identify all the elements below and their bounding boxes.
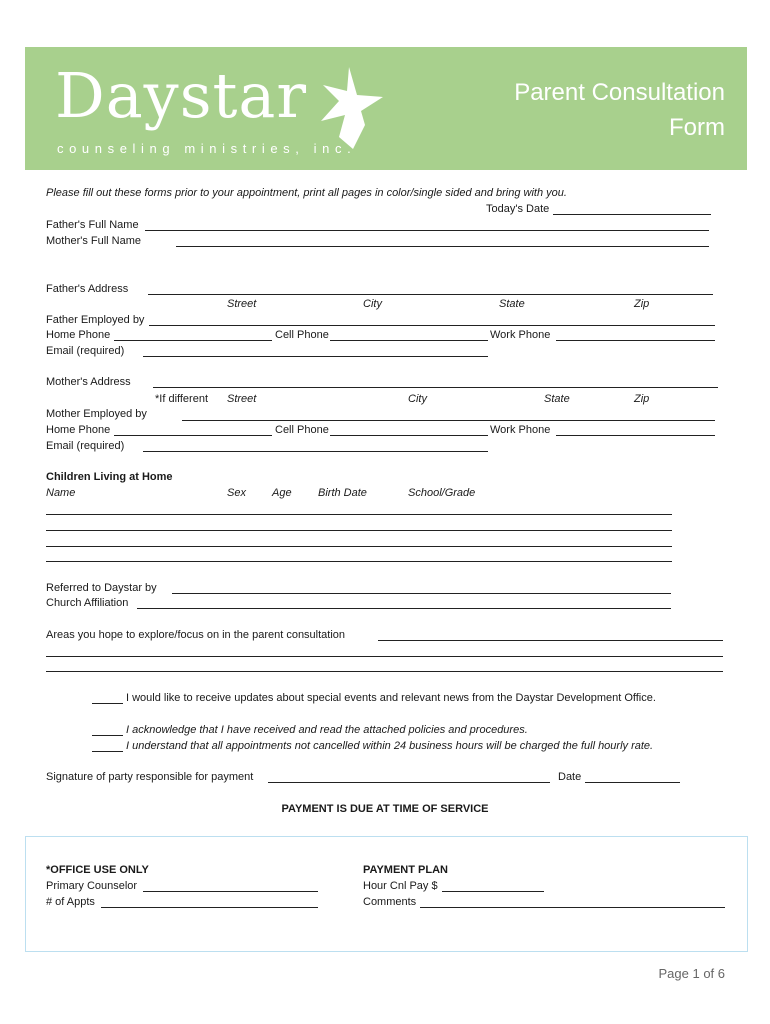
mother-employer-field[interactable] xyxy=(182,420,715,421)
cancel-initial-field[interactable] xyxy=(92,751,123,752)
areas-field-1[interactable] xyxy=(378,640,723,641)
header-banner xyxy=(25,47,747,170)
father-home-phone-field[interactable] xyxy=(114,340,272,341)
office-use-box xyxy=(25,836,748,952)
num-appts-field[interactable] xyxy=(101,907,318,908)
mother-address-label: Mother's Address xyxy=(46,376,131,388)
children-col-school: School/Grade xyxy=(408,487,476,499)
areas-field-2[interactable] xyxy=(46,656,723,657)
payment-plan-heading: PAYMENT PLAN xyxy=(363,864,448,876)
father-address-label: Father's Address xyxy=(46,283,129,295)
primary-counselor-field[interactable] xyxy=(143,891,318,892)
father-state-caption: State xyxy=(499,298,525,310)
father-home-phone-label: Home Phone xyxy=(46,329,111,341)
comments-field[interactable] xyxy=(420,907,725,908)
mother-email-label: Email (required) xyxy=(46,440,125,452)
church-field[interactable] xyxy=(137,608,671,609)
child-row-2[interactable] xyxy=(46,530,672,531)
father-name-field[interactable] xyxy=(145,230,709,231)
logo-tagline: counseling ministries, inc. xyxy=(57,141,357,156)
primary-counselor-label: Primary Counselor xyxy=(46,880,138,892)
mother-work-phone-field[interactable] xyxy=(556,435,715,436)
signature-field[interactable] xyxy=(268,782,550,783)
policies-initial-field[interactable] xyxy=(92,735,123,736)
father-street-caption: Street xyxy=(227,298,257,310)
mother-name-label: Mother's Full Name xyxy=(46,235,142,247)
children-heading: Children Living at Home xyxy=(46,471,173,483)
logo-wordmark: Daystar xyxy=(55,59,308,132)
father-work-phone-field[interactable] xyxy=(556,340,715,341)
page-number: Page 1 of 6 xyxy=(658,966,725,981)
children-col-age: Age xyxy=(272,487,292,499)
father-city-caption: City xyxy=(363,298,382,310)
mother-if-different-note: *If different xyxy=(155,393,208,405)
today-date-field[interactable] xyxy=(553,214,711,215)
child-row-1[interactable] xyxy=(46,514,672,515)
instructions: Please fill out these forms prior to your appointment, print all pages in color/single sided and bring with you. xyxy=(46,187,567,199)
form-title xyxy=(425,75,725,145)
father-employer-label: Father Employed by xyxy=(46,314,145,326)
father-email-field[interactable] xyxy=(143,356,488,357)
referred-field[interactable] xyxy=(172,593,671,594)
today-date-label: Today's Date xyxy=(486,203,550,215)
referred-label: Referred to Daystar by xyxy=(46,582,157,594)
mother-city-caption: City xyxy=(408,393,427,405)
mother-state-caption: State xyxy=(544,393,570,405)
hour-cnl-pay-field[interactable] xyxy=(442,891,544,892)
mother-street-caption: Street xyxy=(227,393,257,405)
children-col-name: Name xyxy=(46,487,76,499)
father-address-field[interactable] xyxy=(148,294,713,295)
hour-cnl-pay-label: Hour Cnl Pay $ xyxy=(363,880,438,892)
cancel-consent-text: I understand that all appointments not cancelled within 24 business hours will be charged the full hourly rate. xyxy=(126,740,654,752)
star-logo-icon xyxy=(313,65,383,151)
mother-cell-phone-label: Cell Phone xyxy=(275,424,329,436)
father-employer-field[interactable] xyxy=(149,325,715,326)
comments-label: Comments xyxy=(363,896,417,908)
signature-date-label: Date xyxy=(558,771,582,783)
father-work-phone-label: Work Phone xyxy=(490,329,551,341)
signature-label: Signature of party responsible for payment xyxy=(46,771,254,783)
father-name-label: Father's Full Name xyxy=(46,219,139,231)
mother-email-field[interactable] xyxy=(143,451,488,452)
children-col-birth-date: Birth Date xyxy=(318,487,367,499)
mother-name-field[interactable] xyxy=(176,246,709,247)
form-title-line2: Form xyxy=(669,114,725,141)
updates-initial-field[interactable] xyxy=(92,703,123,704)
church-label: Church Affiliation xyxy=(46,597,129,609)
children-col-sex: Sex xyxy=(227,487,246,499)
child-row-3[interactable] xyxy=(46,546,672,547)
father-email-label: Email (required) xyxy=(46,345,125,357)
areas-field-3[interactable] xyxy=(46,671,723,672)
payment-due-notice: PAYMENT IS DUE AT TIME OF SERVICE xyxy=(281,803,489,815)
mother-cell-phone-field[interactable] xyxy=(330,435,488,436)
mother-home-phone-label: Home Phone xyxy=(46,424,111,436)
policies-consent-text: I acknowledge that I have received and read the attached policies and procedures. xyxy=(126,724,528,736)
num-appts-label: # of Appts xyxy=(46,896,95,908)
signature-date-field[interactable] xyxy=(585,782,680,783)
father-cell-phone-field[interactable] xyxy=(330,340,488,341)
areas-label: Areas you hope to explore/focus on in the parent consultation xyxy=(46,629,346,641)
mother-zip-caption: Zip xyxy=(634,393,650,405)
mother-employer-label: Mother Employed by xyxy=(46,408,147,420)
mother-work-phone-label: Work Phone xyxy=(490,424,551,436)
form-title-line1: Parent Consultation xyxy=(514,79,725,106)
father-cell-phone-label: Cell Phone xyxy=(275,329,329,341)
office-use-heading: *OFFICE USE ONLY xyxy=(46,864,149,876)
father-zip-caption: Zip xyxy=(634,298,650,310)
updates-consent-text: I would like to receive updates about special events and relevant news from the Daystar Development Office. xyxy=(126,692,656,704)
child-row-4[interactable] xyxy=(46,561,672,562)
mother-address-field[interactable] xyxy=(153,387,718,388)
mother-home-phone-field[interactable] xyxy=(114,435,272,436)
